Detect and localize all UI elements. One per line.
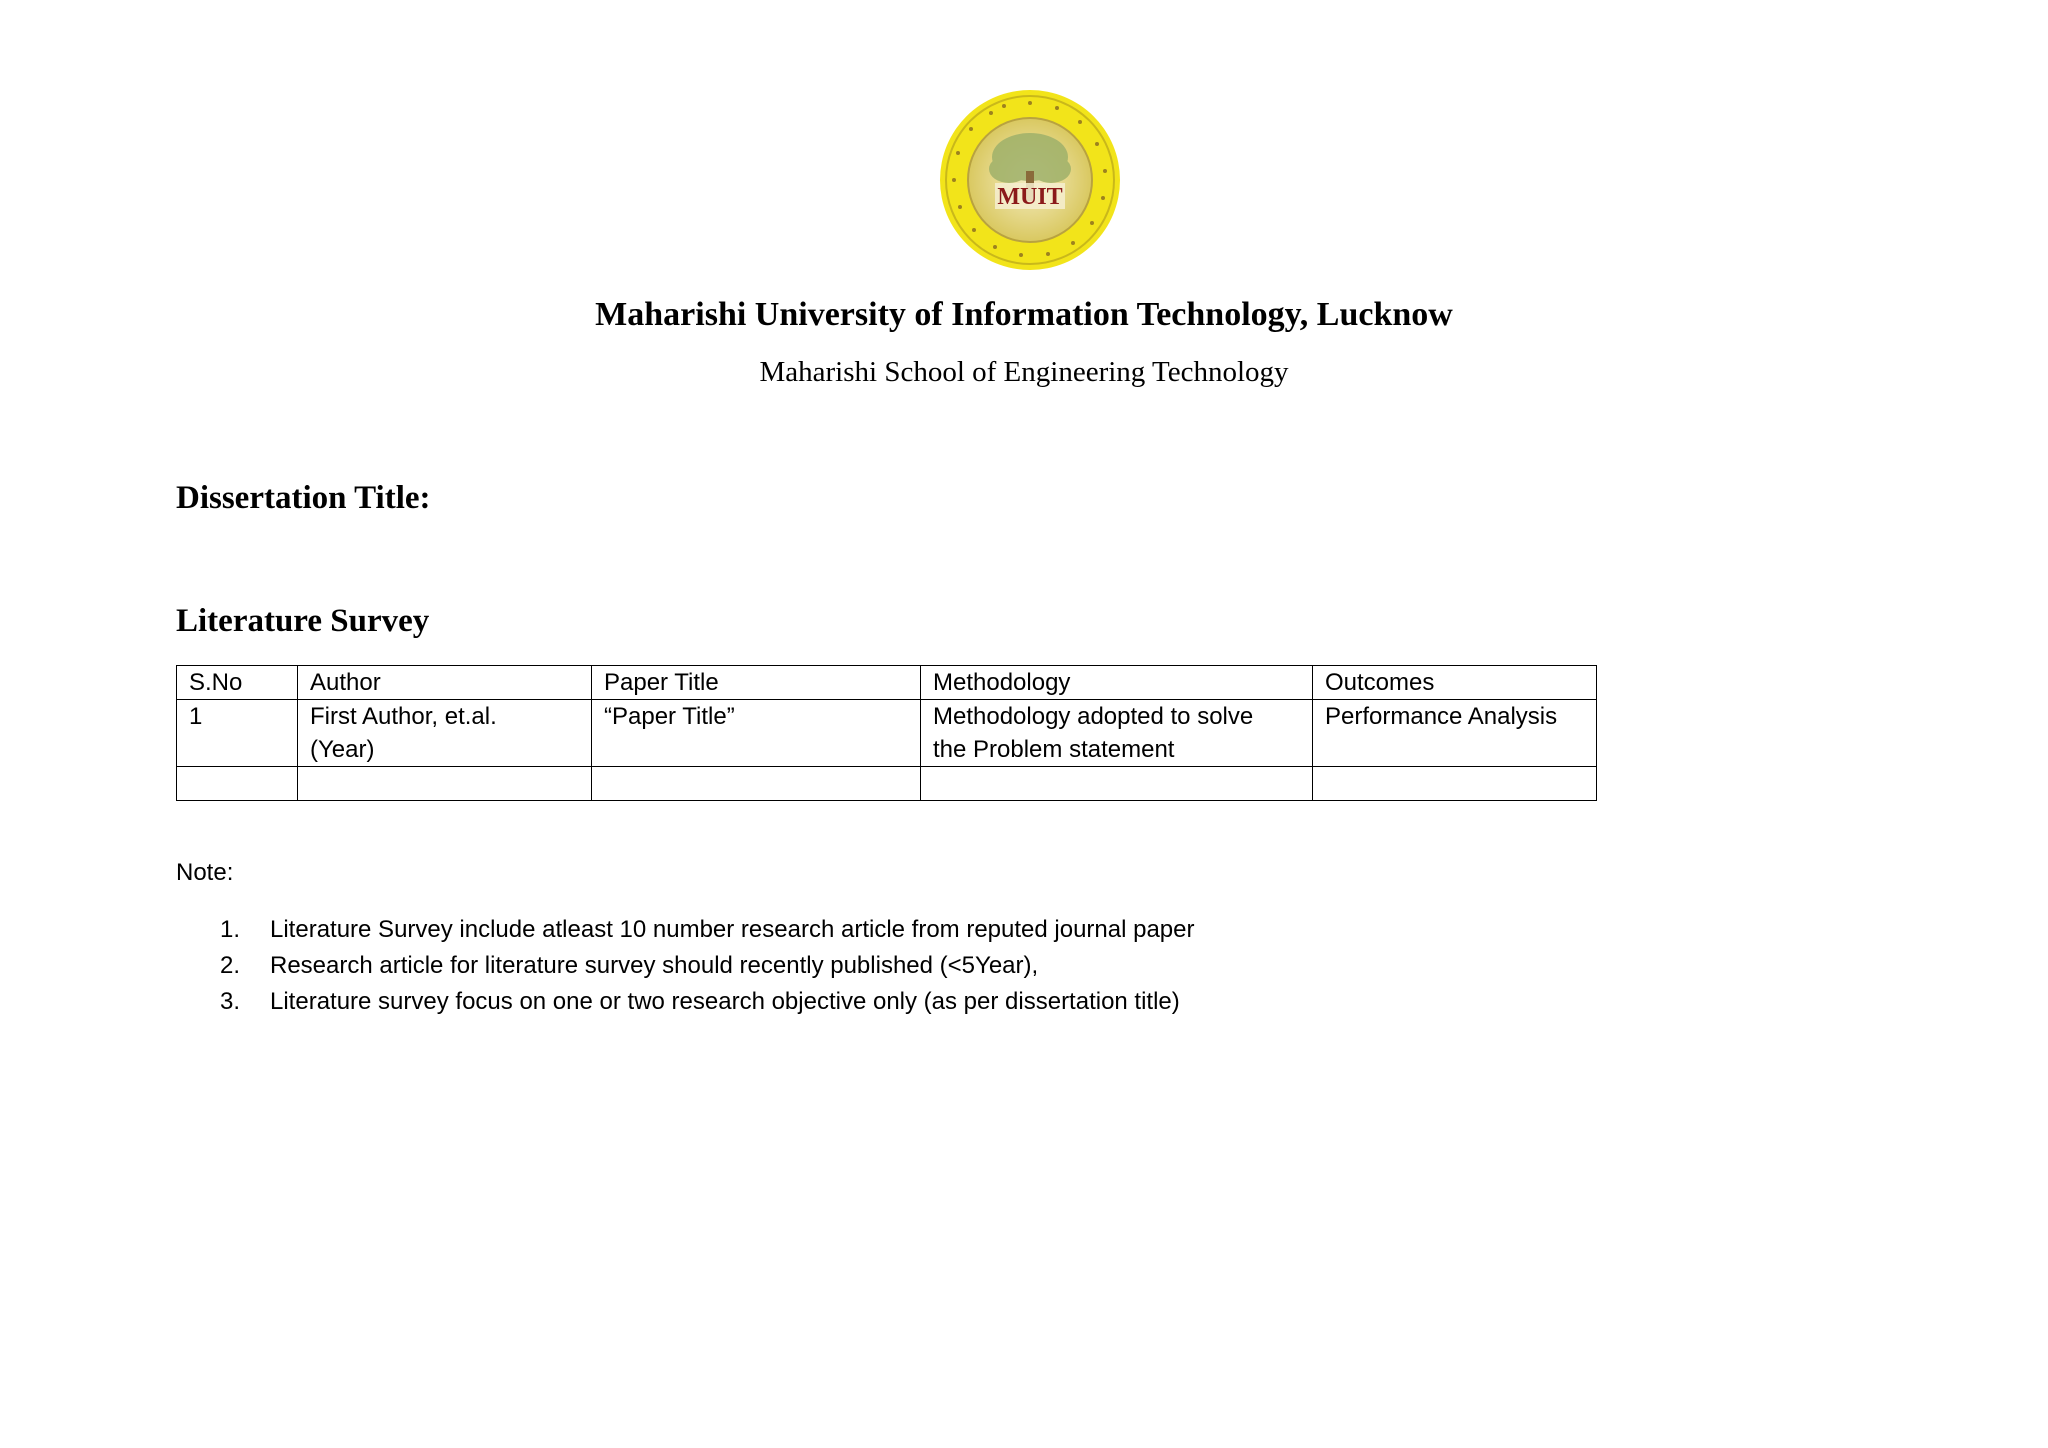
list-item-text: Literature survey focus on one or two research objective only (as per dissertation title) bbox=[270, 988, 1180, 1015]
list-item-text: Research article for literature survey should recently published (<5Year), bbox=[270, 952, 1039, 979]
university-seal-icon bbox=[937, 87, 1123, 273]
university-logo bbox=[937, 87, 1123, 273]
empty-cell bbox=[1313, 767, 1597, 801]
list-item bbox=[176, 984, 1195, 1020]
column-header-author: Author bbox=[298, 666, 592, 700]
cell-methodology-line2: the Problem statement bbox=[933, 736, 1175, 763]
cell-paper-title: “Paper Title” bbox=[592, 700, 921, 767]
cell-author-line1: First Author, et.al. bbox=[310, 703, 497, 730]
cell-sno: 1 bbox=[177, 700, 298, 767]
empty-cell bbox=[592, 767, 921, 801]
university-name: Maharishi University of Information Technology, Lucknow bbox=[595, 296, 1453, 333]
list-item bbox=[176, 912, 1195, 948]
list-item bbox=[176, 948, 1195, 984]
list-item-text: Literature Survey include atleast 10 number research article from reputed journal paper bbox=[270, 916, 1195, 943]
table-row-empty bbox=[177, 767, 1597, 801]
dissertation-title-heading: Dissertation Title: bbox=[176, 480, 431, 516]
empty-cell bbox=[921, 767, 1313, 801]
svg-text:MUIT: MUIT bbox=[997, 184, 1063, 210]
cell-methodology bbox=[921, 700, 1313, 767]
literature-survey-heading: Literature Survey bbox=[176, 603, 430, 639]
column-header-sno: S.No bbox=[177, 666, 298, 700]
column-header-outcomes: Outcomes bbox=[1313, 666, 1597, 700]
note-label: Note: bbox=[176, 859, 234, 886]
literature-survey-table bbox=[176, 665, 1597, 801]
cell-outcomes: Performance Analysis bbox=[1313, 700, 1597, 767]
column-header-paper-title: Paper Title bbox=[592, 666, 921, 700]
list-item-number: 3. bbox=[220, 988, 241, 1015]
list-item-number: 2. bbox=[220, 952, 241, 979]
column-header-methodology: Methodology bbox=[921, 666, 1313, 700]
table-row bbox=[177, 700, 1597, 767]
school-name: Maharishi School of Engineering Technology bbox=[759, 356, 1289, 388]
empty-cell bbox=[177, 767, 298, 801]
cell-author-line2: (Year) bbox=[310, 736, 375, 763]
cell-methodology-line1: Methodology adopted to solve bbox=[933, 703, 1254, 730]
table-header-row bbox=[177, 666, 1597, 700]
cell-author bbox=[298, 700, 592, 767]
notes-list bbox=[176, 912, 1195, 1020]
list-item-number: 1. bbox=[220, 916, 241, 943]
empty-cell bbox=[298, 767, 592, 801]
